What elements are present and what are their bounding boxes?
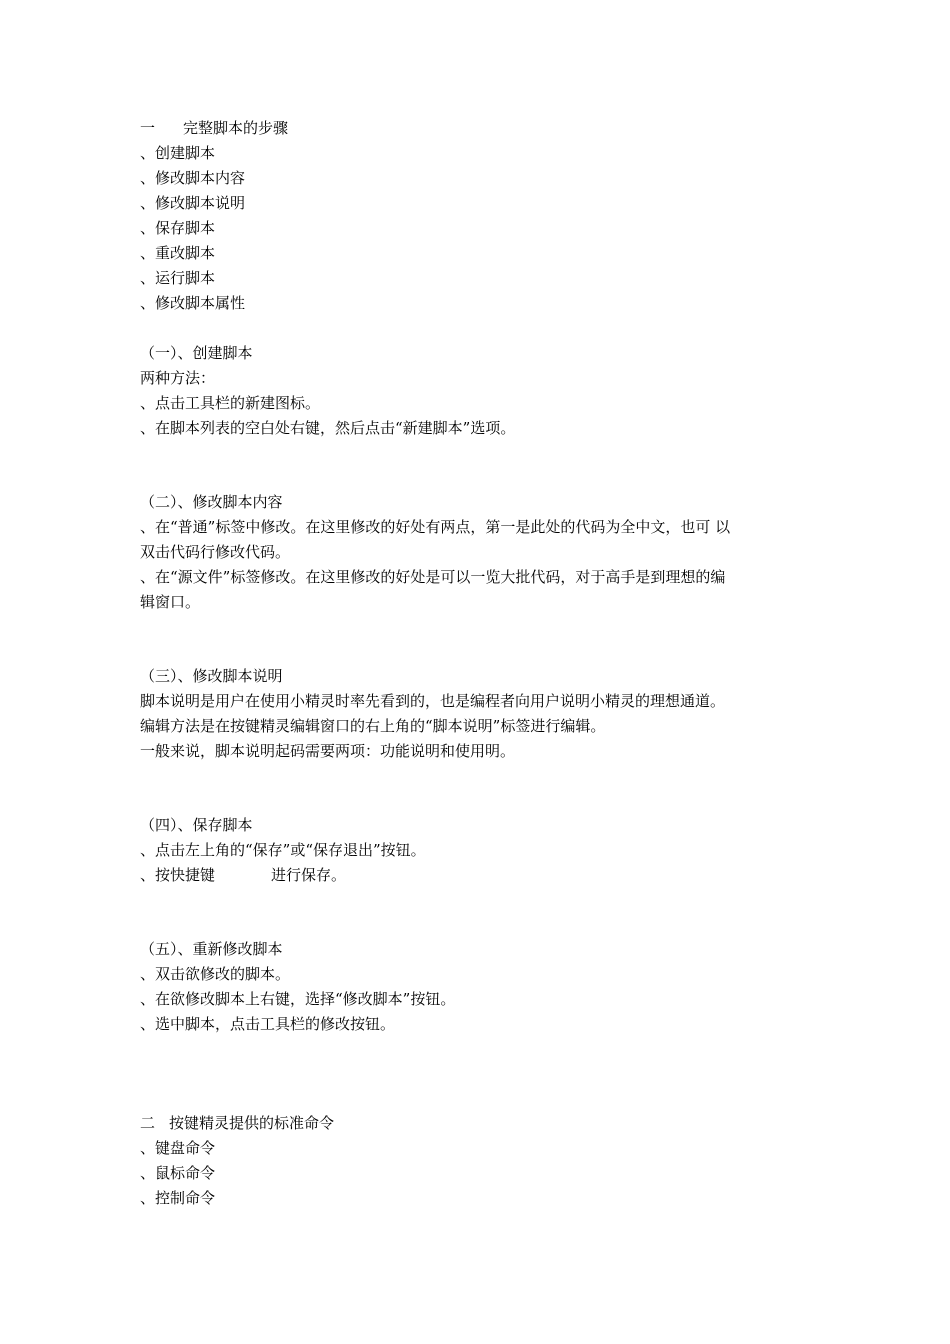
- shortcut-text-after: 进行保存。: [271, 866, 347, 884]
- paragraph-line: 、选中脚本，点击工具栏的修改按钮。: [140, 1015, 396, 1033]
- list-item: 、控制命令: [140, 1189, 216, 1207]
- paragraph-line: 、点击工具栏的新建图标。: [140, 394, 321, 412]
- subsection-3-heading: （三）、修改脚本说明: [140, 667, 283, 685]
- section-1-title: 完整脚本的步骤: [183, 119, 289, 137]
- list-item: 、创建脚本: [140, 144, 216, 162]
- list-item: 、运行脚本: [140, 269, 216, 287]
- section-2-number: 二: [140, 1114, 156, 1132]
- section-2-title: 按键精灵提供的标准命令: [169, 1114, 335, 1132]
- list-item: 、保存脚本: [140, 219, 216, 237]
- paragraph-line: 、点击左上角的“保存”或“保存退出”按钮。: [140, 841, 426, 859]
- paragraph-line: 、在脚本列表的空白处右键，然后点击“新建脚本”选项。: [140, 419, 516, 437]
- paragraph-line: 辑窗口。: [140, 593, 201, 611]
- paragraph-line: 、在欲修改脚本上右键，选择“修改脚本”按钮。: [140, 990, 456, 1008]
- section-1-number: 一: [140, 119, 156, 137]
- subsection-5-heading: （五）、重新修改脚本: [140, 940, 283, 958]
- paragraph-line: 、在“普通”标签中修改。在这里修改的好处有两点，第一是此处的代码为全中文，也可 以: [140, 518, 731, 536]
- list-item: 、修改脚本说明: [140, 194, 246, 212]
- subsection-1-heading: （一）、创建脚本: [140, 344, 253, 362]
- paragraph-line: [140, 865, 820, 885]
- paragraph-line: 一般来说，脚本说明起码需要两项：功能说明和使用明。: [140, 742, 516, 760]
- section-1-heading: [140, 118, 820, 138]
- paragraph-line: 、在“源文件”标签修改。在这里修改的好处是可以一览大批代码，对于高手是到理想的编: [140, 568, 726, 586]
- list-item: 、修改脚本内容: [140, 169, 246, 187]
- shortcut-text-before: 、按快捷键: [140, 866, 216, 884]
- subsection-2-heading: （二）、修改脚本内容: [140, 493, 283, 511]
- paragraph-line: 脚本说明是用户在使用小精灵时率先看到的，也是编程者向用户说明小精灵的理想通道。: [140, 692, 726, 710]
- paragraph-line: 编辑方法是在按键精灵编辑窗口的右上角的“脚本说明”标签进行编辑。: [140, 717, 606, 735]
- section-2-heading: [140, 1113, 820, 1133]
- list-item: 、键盘命令: [140, 1139, 216, 1157]
- list-item: 、修改脚本属性: [140, 294, 246, 312]
- paragraph-line: 两种方法：: [140, 369, 216, 387]
- list-item: 、鼠标命令: [140, 1164, 216, 1182]
- paragraph-line: 双击代码行修改代码。: [140, 543, 291, 561]
- paragraph-line: 、双击欲修改的脚本。: [140, 965, 291, 983]
- subsection-4-heading: （四）、保存脚本: [140, 816, 253, 834]
- list-item: 、重改脚本: [140, 244, 216, 262]
